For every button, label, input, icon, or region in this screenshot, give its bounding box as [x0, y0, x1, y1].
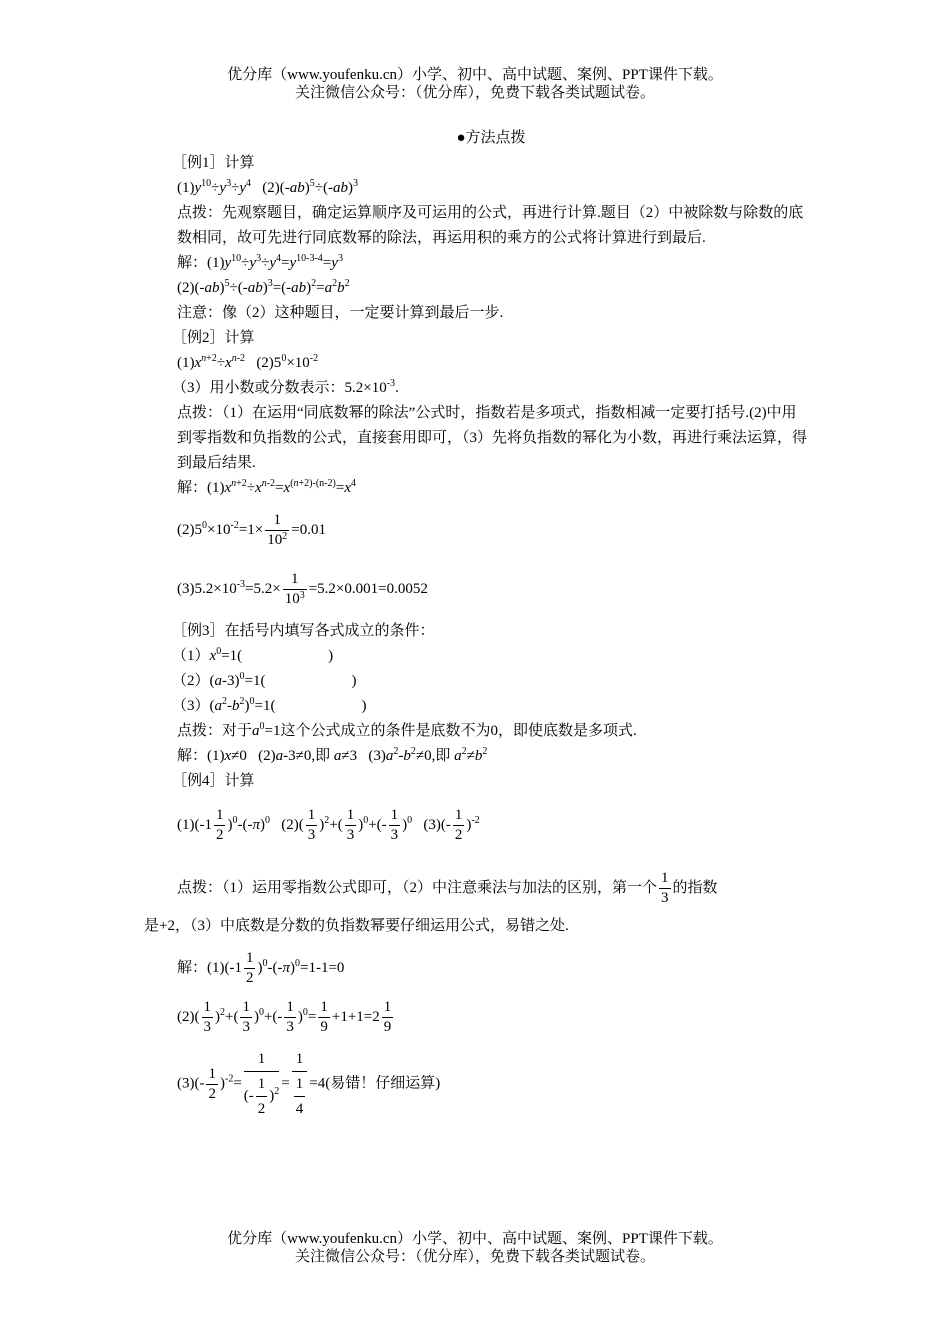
example-3-item-2: $(2)(a-3)^0=1$( ) — [172, 671, 357, 689]
fraction: $\frac{1}{10^2}$ — [267, 512, 288, 548]
example-4-solution-2: (2)( $\frac{1}{3}$ )$^2$+( $\frac{1}{3}$ )$^0$+(- $\frac{1}{3}$ )$^0$= $\frac{1}{9}$ +1+1=2 $\frac{1}{9}$ — [177, 999, 392, 1035]
fraction: $\frac{1}{10^3}$ — [284, 571, 305, 607]
example-2-question-3: （3）用小数或分数表示：$5.2\times 10^{-3}$. — [172, 378, 399, 396]
page-header — [0, 66, 950, 102]
example-3-title: ［例3］在括号内填写各式成立的条件： — [172, 623, 435, 639]
example-1-title: ［例1］计算 — [172, 155, 255, 171]
example-1-solution-1: 解：$(1)y^{10}\div y^3\div y^4=y^{10-3-4}=y^3$ — [177, 253, 343, 271]
example-1-tip: 点拨：先观察题目，确定运算顺序及可运用的公式，再进行计算.题目（2）中被除数与除数的底数相同，故可先进行同底数幂的除法，再运用积的乘方的公式将计算进行到最后. — [177, 205, 804, 246]
example-3-item-3: $(3)(a^2-b^2)^0=1$( ) — [172, 696, 367, 714]
header-line-2: 关注微信公众号：（优分库），免费下载各类试题试卷。 — [294, 85, 655, 101]
example-1-note: 注意：像（2）这种题目，一定要计算到最后一步. — [177, 305, 504, 321]
compound-fraction: $\frac{1}{\frac{1}{4}}$ — [292, 1047, 308, 1121]
example-4-tip-line-2: 是+2，（3）中底数是分数的负指数幂要仔细运用公式，易错之处. — [144, 918, 569, 934]
example-3-solution: 解：(1)x≠0 (2)a-3≠0,即 a≠3 $(3)a^2-b^2\ne 0$,即 $a^2\ne b^2$ — [177, 746, 488, 764]
example-2-questions: $(1)x^{n+2}\div x^{n-2}$ $(2)5^0\times 10^{-2}$ — [177, 353, 319, 371]
example-2-tip: 点拨：（1）在运用“同底数幂的除法”公式时，指数若是多项式，指数相减一定要打括号.(2)中用到零指数和负指数的公式，直接套用即可，（3）先将负指数的幂化为小数，再进行乘法运算，得到最后结果. — [177, 405, 808, 471]
example-4-solution-1: 解：(1)(-1 $\frac{1}{2}$ )$^0-(-\pi)^0=1-1=0$ — [177, 950, 345, 986]
example-4-questions: (1)(-1 $\frac{1}{2}$ )$^0-(-\pi)^0$ (2)( $\frac{1}{3}$ )$^2$+( $\frac{1}{3}$ )$^0$+(- $\frac{1}{3}$ )$^0$ (3)(- $\frac{1}{2}$ )$^{-2}$ — [177, 807, 480, 843]
header-line-1: 优分库（www.youfenku.cn）小学、初中、高中试题、案例、PPT课件下载。 — [227, 67, 723, 83]
document-body — [144, 126, 808, 1131]
example-3-tip: 点拨：对于$a^0=1$这个公式成立的条件是底数不为0，即使底数是多项式. — [177, 721, 637, 739]
page-footer — [0, 1230, 950, 1266]
example-2-solution-3: $(3)5.2\times 10^{-3}=5.2\times$ $\frac{1}{10^3}$ =5.2×0.001=0.0052 — [177, 571, 428, 607]
example-2-solution-1: 解：$(1)x^{n+2}\div x^{n-2}=x^{(n+2)-(n-2)}=x^4$ — [177, 478, 356, 496]
section-title: ●方法点拨 — [456, 130, 526, 146]
example-2-title: ［例2］计算 — [172, 330, 255, 346]
footer-line-2: 关注微信公众号：（优分库），免费下载各类试题试卷。 — [294, 1249, 655, 1265]
compound-fraction: 1 (- $\frac{1}{2}$ )$^2$ — [244, 1047, 280, 1121]
footer-line-1: 优分库（www.youfenku.cn）小学、初中、高中试题、案例、PPT课件下载。 — [227, 1231, 723, 1247]
example-1-questions: $(1)y^{10}\div y^3\div y^4$ $(2)(-ab)^5\div(-ab)^3$ — [177, 178, 358, 196]
example-1-solution-2: $(2)(-ab)^5\div(-ab)^3=(-ab)^2=a^2b^2$ — [177, 278, 350, 296]
example-4-tip: 点拨：（1）运用零指数公式即可，（2）中注意乘法与加法的区别，第一个 $\frac{1}{3}$ 的指数 — [177, 870, 718, 906]
example-4-title: ［例4］计算 — [172, 773, 255, 789]
example-4-solution-3: (3)(- $\frac{1}{2}$ )$^{-2}$= 1 (- $\frac{1}{2}$ )$^2$ = $\frac{1}{\frac{1}{4}}$ =4(易错！仔细运算) — [144, 1037, 808, 1131]
example-3-item-1: $(1)x^0=1$( ) — [172, 646, 334, 664]
example-2-solution-2: $(2)5^0\times 10^{-2}=1\times$ $\frac{1}{10^2}$ =0.01 — [177, 512, 326, 548]
